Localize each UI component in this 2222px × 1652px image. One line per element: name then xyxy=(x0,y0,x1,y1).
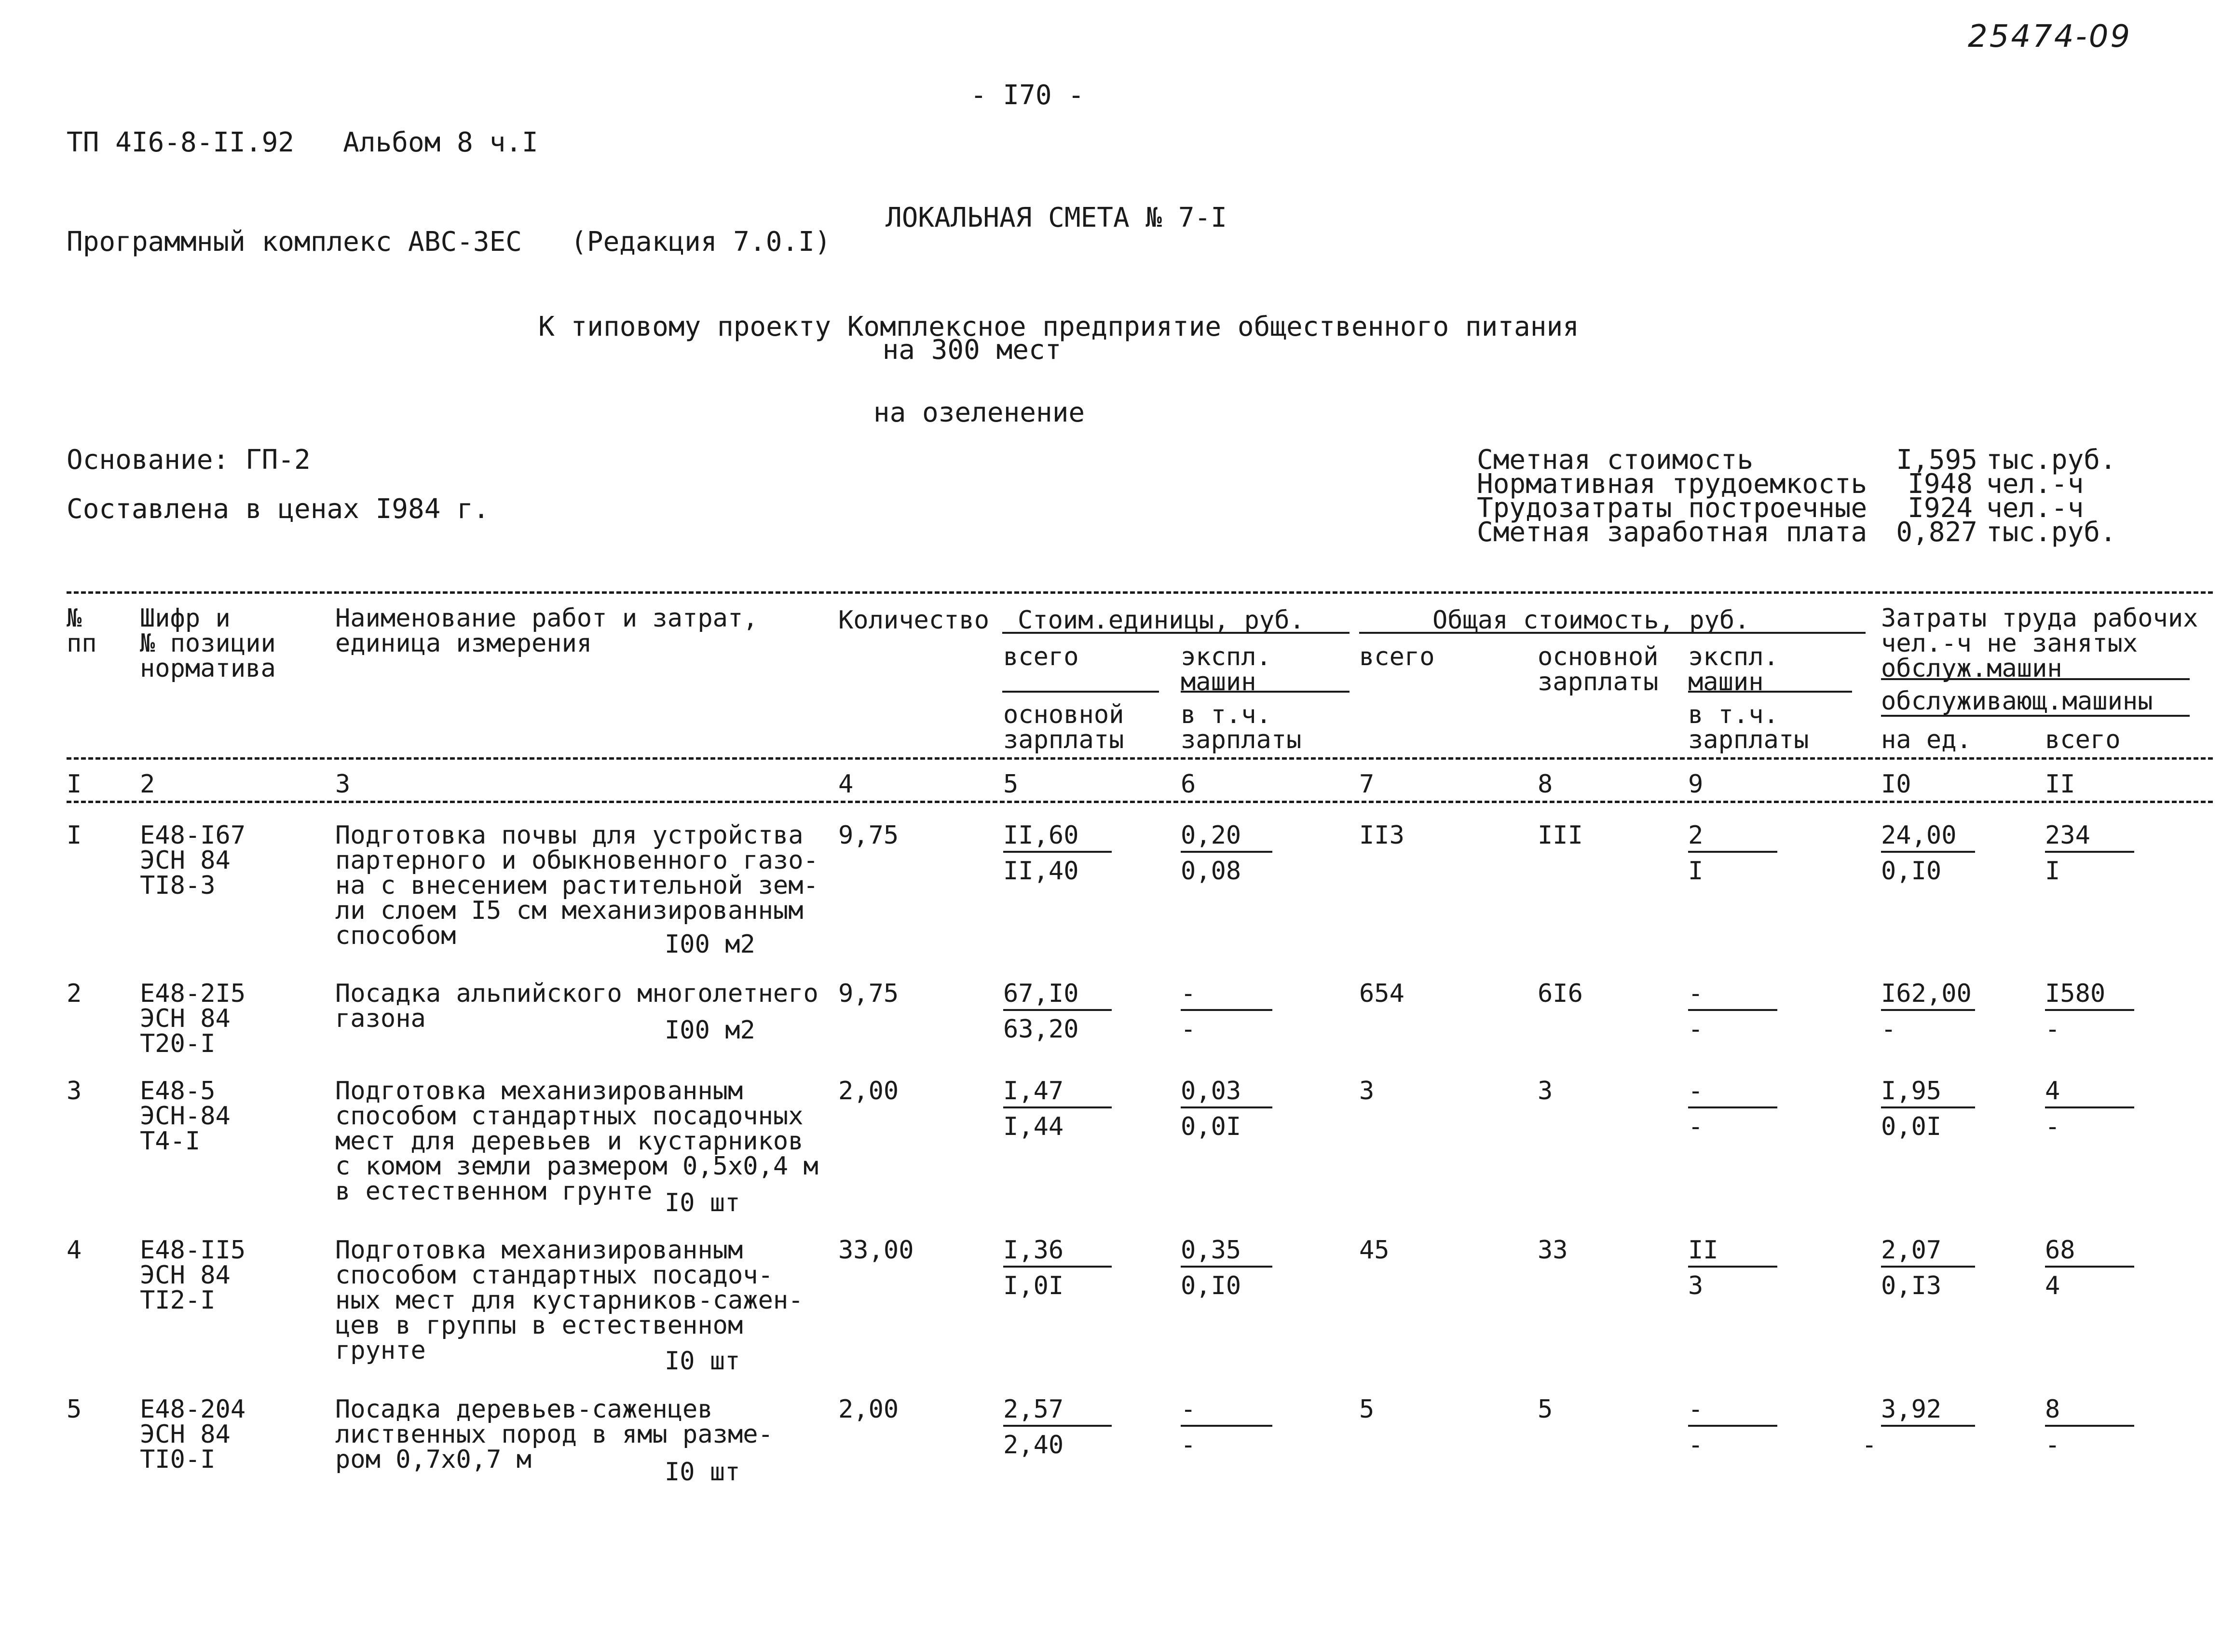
value-underline xyxy=(1881,1009,1975,1011)
row-total-wages: III xyxy=(1538,821,1583,850)
row-total-wages: 33 xyxy=(1538,1236,1568,1265)
row-unit-machine-wages: - xyxy=(1181,1015,1196,1044)
row-number: I xyxy=(67,821,82,850)
row-unit-wages: I,0I xyxy=(1003,1271,1064,1300)
column-number: 9 xyxy=(1688,770,1704,799)
row-total-wages: 6I6 xyxy=(1538,979,1583,1008)
header-unit-wages: основной зарплаты xyxy=(1003,700,1124,754)
row-code: Е48-II5 ЭСН 84 ТI2-I xyxy=(140,1236,246,1315)
labor-underline xyxy=(1881,678,2190,680)
value-underline xyxy=(2045,1266,2134,1268)
row-total: 654 xyxy=(1359,979,1404,1008)
row-unit-total: 2,57 xyxy=(1003,1395,1064,1424)
row-code: Е48-I67 ЭСН 84 ТI8-3 xyxy=(140,821,246,900)
row-number: 2 xyxy=(67,979,82,1008)
header-name: Наименование работ и затрат, единица измерения xyxy=(335,604,758,658)
row-total: 45 xyxy=(1359,1236,1390,1265)
header-no: № пп xyxy=(67,604,97,658)
header-labor-total: всего xyxy=(2045,725,2121,754)
row-unit: I00 м2 xyxy=(665,1016,755,1045)
value-underline xyxy=(1881,1425,1975,1427)
row-unit-total: I,36 xyxy=(1003,1236,1064,1265)
summary-value: I948 xyxy=(1908,468,1973,500)
summary-unit: чел.-ч xyxy=(1986,492,2084,524)
row-quantity: 2,00 xyxy=(838,1395,899,1424)
row-labor-per-unit: 24,00 xyxy=(1881,821,1957,850)
row-unit: I0 шт xyxy=(665,1458,740,1487)
row-unit-wages: 63,20 xyxy=(1003,1015,1079,1044)
row-work-name: Посадка альпийского многолетнего газона xyxy=(335,979,818,1033)
value-underline xyxy=(1688,1106,1777,1108)
value-underline xyxy=(1688,1266,1777,1268)
column-number: 7 xyxy=(1359,770,1375,799)
row-unit-machines: - xyxy=(1181,1395,1196,1424)
value-underline xyxy=(1181,851,1272,853)
project-line-1: К типовому проекту Комплексное предприятие общественного питания xyxy=(538,311,1579,342)
row-total-machine-wages: - xyxy=(1688,1015,1704,1044)
row-unit: I0 шт xyxy=(665,1188,740,1217)
header-total-machine-wages: в т.ч. зарплаты xyxy=(1688,700,1809,754)
row-unit-total: 67,I0 xyxy=(1003,979,1079,1008)
project-line-2: на 300 мест xyxy=(882,334,1062,366)
row-work-name: Подготовка механизированным способом стандартных посадоч- ных мест для кустарников-сажен- цев в группы в естественном грунте xyxy=(335,1236,804,1365)
value-underline xyxy=(1003,851,1112,853)
value-underline xyxy=(1881,851,1975,853)
row-total-machine-wages: - xyxy=(1688,1431,1704,1460)
row-quantity: 33,00 xyxy=(838,1236,914,1265)
header-quantity: Количество xyxy=(838,606,990,635)
summary-label: Трудозатраты построечные xyxy=(1477,492,1868,524)
row-labor-total: 8 xyxy=(2045,1395,2060,1424)
row-work-name: Подготовка механизированным способом стандартных посадочных мест для деревьев и кустарников с комом земли размером 0,5х0,4 м в естественном грунте xyxy=(335,1077,818,1206)
header-labor-costs: Затраты труда рабочих чел.-ч не занятых обслуж.машин xyxy=(1881,604,2198,683)
row-labor-total-serving: - xyxy=(2045,1112,2060,1141)
price-level-line: Составлена в ценах I984 г. xyxy=(67,493,490,525)
row-unit-total: II,60 xyxy=(1003,821,1079,850)
value-underline xyxy=(1688,851,1777,853)
value-underline xyxy=(1181,1425,1272,1427)
row-unit-machine-wages: 0,08 xyxy=(1181,857,1241,886)
value-underline xyxy=(2045,1425,2134,1427)
header-total-machines: экспл. машин xyxy=(1688,642,1779,696)
header-bottom-rule xyxy=(67,757,2213,760)
unit-machines-underline xyxy=(1181,691,1350,693)
total-machines-underline xyxy=(1688,691,1852,693)
row-unit-total: I,47 xyxy=(1003,1077,1064,1106)
total-cost-underline xyxy=(1359,632,1866,634)
unit-cost-underline xyxy=(1002,632,1350,634)
row-number: 3 xyxy=(67,1077,82,1106)
value-underline xyxy=(1003,1425,1112,1427)
row-total-machines: 2 xyxy=(1688,821,1704,850)
header-unit-total: всего xyxy=(1003,642,1079,671)
value-underline xyxy=(1181,1106,1272,1108)
header-code: Шифр и № позиции норматива xyxy=(140,604,276,683)
row-labor-total-serving: 4 xyxy=(2045,1271,2060,1300)
project-reference: ТП 4I6-8-II.92 Альбом 8 ч.I xyxy=(67,127,538,158)
page-number: - I70 - xyxy=(970,80,1085,111)
row-unit-machines: 0,03 xyxy=(1181,1077,1241,1106)
column-number: I0 xyxy=(1881,770,1911,799)
column-number: 3 xyxy=(335,770,351,799)
row-number: 4 xyxy=(67,1236,82,1265)
row-total-machines: - xyxy=(1688,1077,1704,1106)
header-unit-machine-wages: в т.ч. зарплаты xyxy=(1181,700,1302,754)
row-labor-per-unit: 3,92 xyxy=(1881,1395,1942,1424)
column-number: 8 xyxy=(1538,770,1553,799)
summary-value: I924 xyxy=(1908,492,1973,524)
row-work-name: Посадка деревьев-саженцев лиственных пород в ямы разме- ром 0,7х0,7 м xyxy=(335,1395,773,1474)
row-total-machines: - xyxy=(1688,979,1704,1008)
row-code: Е48-5 ЭСН-84 Т4-I xyxy=(140,1077,231,1156)
row-unit-wages: 2,40 xyxy=(1003,1431,1064,1460)
header-labor-per-unit: на ед. xyxy=(1881,725,1972,754)
row-labor-per-unit: 2,07 xyxy=(1881,1236,1942,1265)
value-underline xyxy=(1881,1266,1975,1268)
header-unit-machines: экспл. машин xyxy=(1181,642,1271,696)
row-number: 5 xyxy=(67,1395,82,1424)
row-unit-machine-wages: 0,I0 xyxy=(1181,1271,1241,1300)
value-underline xyxy=(1181,1266,1272,1268)
row-code: Е48-204 ЭСН 84 ТI0-I xyxy=(140,1395,246,1474)
row-labor-per-unit-serving: 0,I0 xyxy=(1881,857,1942,886)
column-number-rule xyxy=(67,801,2213,803)
row-labor-per-unit-serving: 0,0I xyxy=(1881,1112,1942,1141)
row-unit-wages: I,44 xyxy=(1003,1112,1064,1141)
row-labor-total: 234 xyxy=(2045,821,2090,850)
row-total: 5 xyxy=(1359,1395,1375,1424)
column-number: 5 xyxy=(1003,770,1019,799)
row-total-wages: 3 xyxy=(1538,1077,1553,1106)
value-underline xyxy=(1688,1009,1777,1011)
row-unit: I0 шт xyxy=(665,1347,740,1376)
row-labor-per-unit-serving: - xyxy=(1862,1431,1877,1460)
row-unit-machines: 0,35 xyxy=(1181,1236,1241,1265)
row-code: Е48-2I5 ЭСН 84 Т20-I xyxy=(140,979,246,1058)
summary-unit: тыс.руб. xyxy=(1986,517,2116,548)
value-underline xyxy=(2045,851,2134,853)
summary-label: Сметная стоимость xyxy=(1477,444,1754,476)
row-labor-total-serving: - xyxy=(2045,1431,2060,1460)
archive-number: 25474-09 xyxy=(1968,19,2132,55)
column-number: 2 xyxy=(140,770,155,799)
row-unit-wages: II,40 xyxy=(1003,857,1079,886)
labor-serving-underline xyxy=(1881,715,2190,717)
row-labor-per-unit-serving: 0,I3 xyxy=(1881,1271,1942,1300)
row-unit-machines: 0,20 xyxy=(1181,821,1241,850)
row-total-wages: 5 xyxy=(1538,1395,1553,1424)
header-total-total: всего xyxy=(1359,642,1435,671)
row-total-machines: - xyxy=(1688,1395,1704,1424)
row-labor-total: 4 xyxy=(2045,1077,2060,1106)
summary-label: Сметная заработная плата xyxy=(1477,517,1868,548)
value-underline xyxy=(1003,1106,1112,1108)
table-top-rule xyxy=(67,591,2213,594)
value-underline xyxy=(2045,1106,2134,1108)
row-labor-total: I580 xyxy=(2045,979,2106,1008)
row-quantity: 9,75 xyxy=(838,979,899,1008)
summary-unit: чел.-ч xyxy=(1986,468,2084,500)
value-underline xyxy=(1881,1106,1975,1108)
row-total: 3 xyxy=(1359,1077,1375,1106)
row-work-name: Подготовка почвы для устройства партерного и обыкновенного газо- на с внесением растительной зем- ли слоем I5 см механизированным способом xyxy=(335,821,818,950)
basis-line: Основание: ГП-2 xyxy=(67,444,311,476)
row-labor-total-serving: I xyxy=(2045,857,2060,886)
row-unit-machine-wages: - xyxy=(1181,1431,1196,1460)
column-number: 4 xyxy=(838,770,854,799)
column-number: 6 xyxy=(1181,770,1196,799)
header-total-wages: основной зарплаты xyxy=(1538,642,1659,696)
software-line: Программный комплекс АВС-3ЕС (Редакция 7.0.I) xyxy=(67,226,831,258)
summary-unit: тыс.руб. xyxy=(1986,444,2116,476)
summary-value: I,595 xyxy=(1896,444,1977,476)
value-underline xyxy=(1181,1009,1272,1011)
row-labor-per-unit-serving: - xyxy=(1881,1015,1896,1044)
summary-value: 0,827 xyxy=(1896,517,1977,548)
row-unit: I00 м2 xyxy=(665,930,755,959)
unit-total-underline xyxy=(1002,691,1159,693)
header-unit-cost: Стоим.единицы, руб. xyxy=(1018,606,1305,635)
row-quantity: 9,75 xyxy=(838,821,899,850)
row-total-machine-wages: - xyxy=(1688,1112,1704,1141)
header-total-cost: Общая стоимость, руб. xyxy=(1432,606,1750,635)
value-underline xyxy=(2045,1009,2134,1011)
column-number: II xyxy=(2045,770,2075,799)
summary-label: Нормативная трудоемкость xyxy=(1477,468,1868,500)
row-unit-machines: - xyxy=(1181,979,1196,1008)
row-labor-per-unit: I62,00 xyxy=(1881,979,1972,1008)
row-unit-machine-wages: 0,0I xyxy=(1181,1112,1241,1141)
row-total: II3 xyxy=(1359,821,1404,850)
row-labor-total: 68 xyxy=(2045,1236,2075,1265)
row-labor-total-serving: - xyxy=(2045,1015,2060,1044)
header-labor-serving: обслуживающ.машины xyxy=(1881,687,2153,716)
column-number: I xyxy=(67,770,82,799)
row-total-machines: II xyxy=(1688,1236,1718,1265)
row-labor-per-unit: I,95 xyxy=(1881,1077,1942,1106)
estimate-title: ЛОКАЛЬНАЯ СМЕТА № 7-I xyxy=(885,202,1227,233)
value-underline xyxy=(1003,1009,1112,1011)
value-underline xyxy=(1003,1266,1112,1268)
estimate-subject: на озеленение xyxy=(873,397,1085,428)
row-total-machine-wages: I xyxy=(1688,857,1704,886)
row-quantity: 2,00 xyxy=(838,1077,899,1106)
row-total-machine-wages: 3 xyxy=(1688,1271,1704,1300)
value-underline xyxy=(1688,1425,1777,1427)
